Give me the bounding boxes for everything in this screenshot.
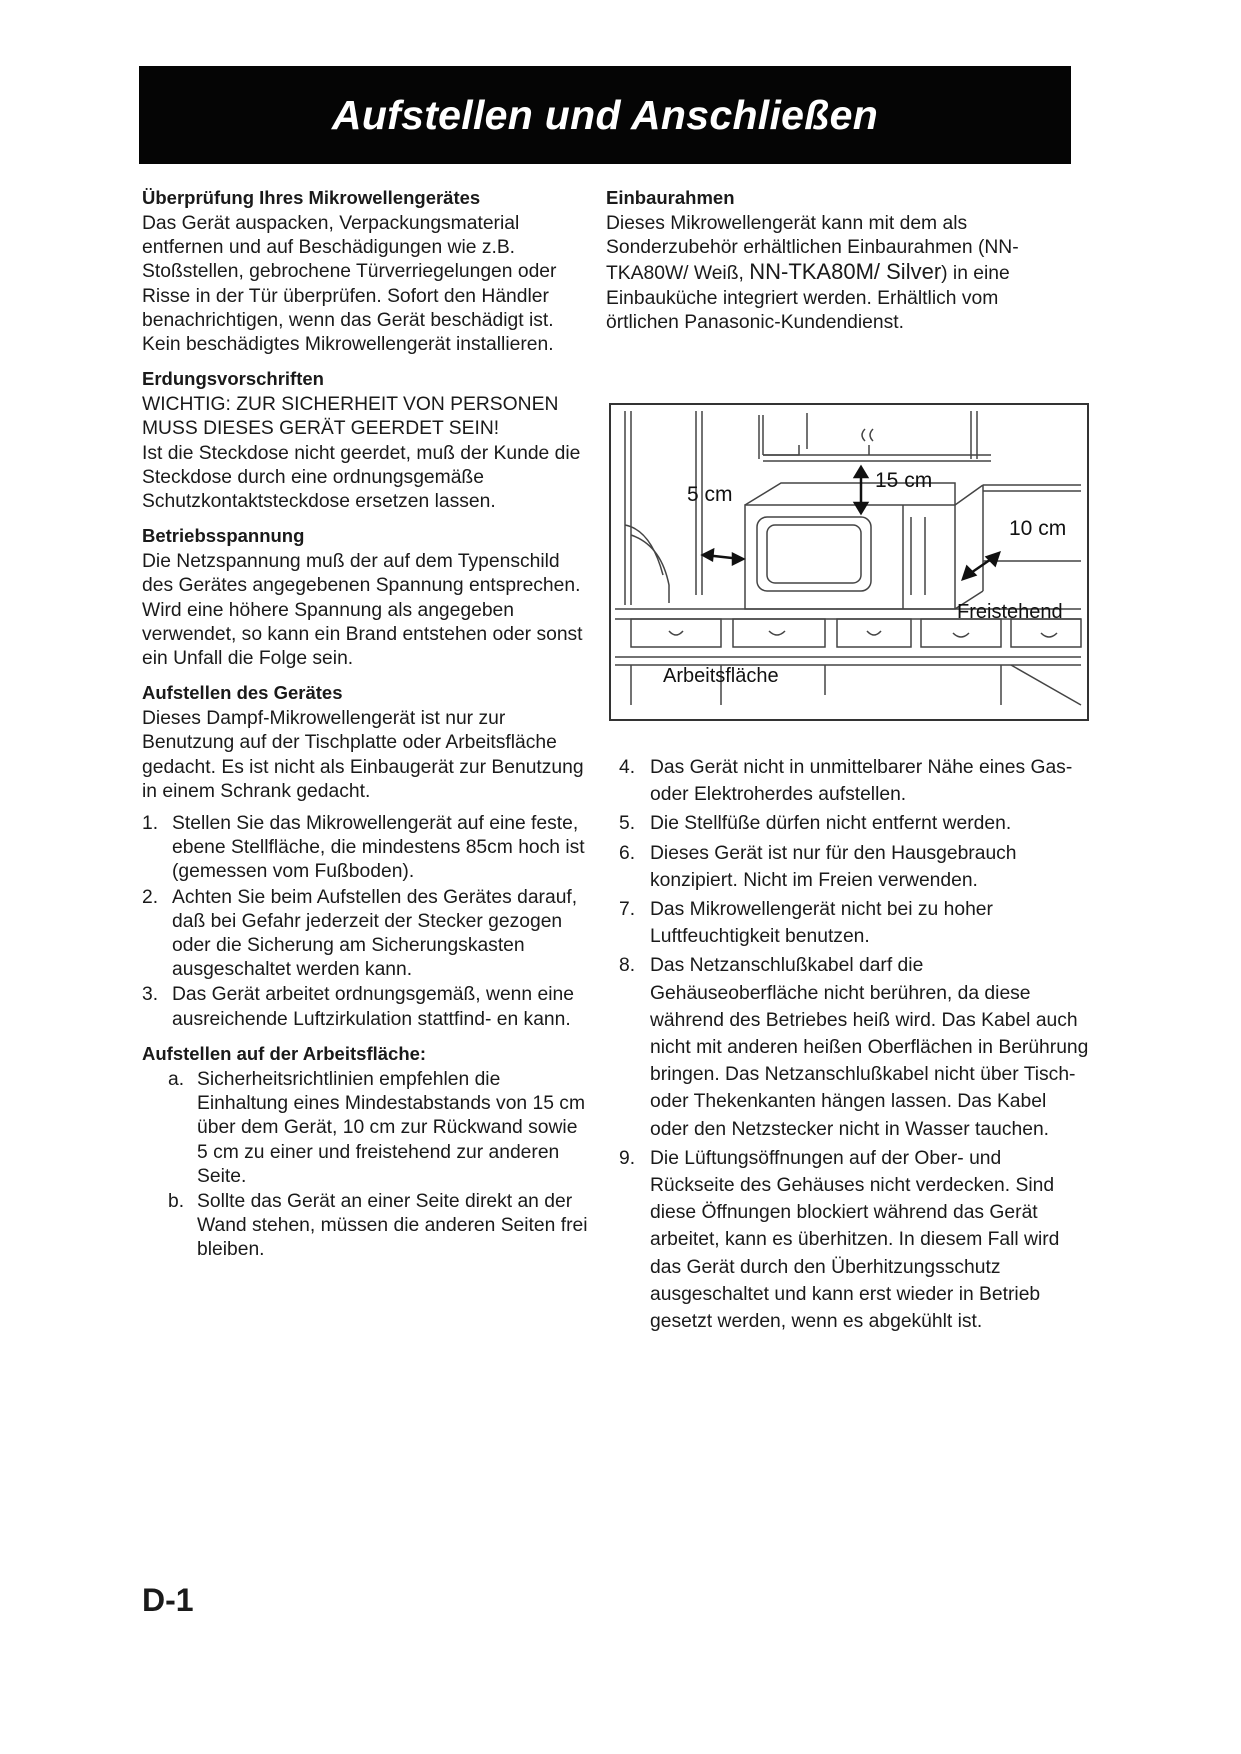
list-number: 2. <box>142 886 159 908</box>
label-side-clearance: 5 cm <box>687 483 733 506</box>
section-heading: Einbaurahmen <box>606 187 735 208</box>
section-grounding <box>142 367 592 514</box>
list-number: 7. <box>619 899 636 921</box>
section-text: Die Netzspannung muß der auf dem Typenschild des Gerätes angegebenen Spannung entsprechen. Wird eine höhere Spannung als angegeben verwendet, so kann ein Brand entstehen oder sonst ein Unfall die Folge sein. <box>142 551 583 670</box>
section-heading: Erdungsvorschriften <box>142 368 324 390</box>
label-back-clearance: 10 cm <box>1009 517 1067 540</box>
list-text: Das Netzanschlußkabel darf die Gehäuseoberfläche nicht berühren, da diese während des Betriebes heiß wird. Das Kabel auch nicht mit anderen heißen Oberflächen in Berührung bringen. Das Netzanschlußkabel nicht über Tisch- oder Thekenkanten hängen lassen. Das Kabel oder den Netzstecker nicht in Wasser tauchen. <box>650 955 1089 1140</box>
label-top-clearance: 15 cm <box>875 469 933 492</box>
warning-text: WICHTIG: ZUR SICHERHEIT VON PERSONEN MUSS DIESES GERÄT GEERDET SEIN! <box>142 394 559 440</box>
list-text: Sicherheitsrichtlinien empfehlen die Einhaltung eines Mindestabstands von 15 cm über dem Gerät, 10 cm zur Rückwand sowie 5 cm zu einer und freistehend zur anderen Seite. <box>197 1068 586 1187</box>
list-text: Das Gerät arbeitet ordnungsgemäß, wenn eine ausreichende Luftzirkulation stattfind- en kann. <box>172 984 574 1030</box>
list-item <box>619 952 1089 1142</box>
section-text: Dieses Dampf-Mikrowellengerät ist nur zur Benutzung auf der Tischplatte oder Arbeitsfläche gedacht. Es ist nicht als Einbaugerät zur Benutzung in einem Schrank gedacht. <box>142 708 584 802</box>
list-item <box>619 840 1089 894</box>
clearance-diagram <box>609 403 1089 721</box>
list-number: 4. <box>619 757 636 778</box>
list-text: Sollte das Gerät an einer Seite direkt an der Wand stehen, müssen die anderen Seiten frei bleiben. <box>197 1190 588 1261</box>
section-heading: Aufstellen des Gerätes <box>142 682 343 704</box>
section-check <box>142 186 592 357</box>
section-worktop <box>142 1042 592 1263</box>
worktop-list <box>168 1068 592 1263</box>
list-item <box>142 812 592 885</box>
frame-model: NN-TKA80M/ Silver <box>749 259 942 285</box>
list-text: Stellen Sie das Mikrowellengerät auf eine feste, ebene Stellfläche, die mindestens 85cm hoch ist (gemessen vom Fußboden). <box>172 813 585 883</box>
list-item <box>168 1190 592 1263</box>
section-frame <box>606 186 1076 335</box>
list-number: 9. <box>619 1147 636 1169</box>
list-item <box>142 886 592 983</box>
list-number: 8. <box>619 955 636 977</box>
list-text: Das Mikrowellengerät nicht bei zu hoher Luftfeuchtigkeit benutzen. <box>650 899 993 948</box>
list-number: 1. <box>142 813 159 835</box>
frame-text-after: ) in eine Einbauküche integriert werden. Erhältlich vom örtlichen Panasonic-Kundendienst. <box>606 263 1010 333</box>
list-number: 3. <box>142 984 159 1006</box>
list-item <box>142 983 592 1031</box>
list-number: 6. <box>619 842 636 864</box>
list-item <box>619 896 1089 950</box>
page-title: Aufstellen und Anschließen <box>139 66 1071 164</box>
list-text: Achten Sie beim Aufstellen des Gerätes darauf, daß bei Gefahr jederzeit der Stecker gezogen oder die Sicherung am Sicherungskasten ausgeschaltet werden kann. <box>172 886 578 981</box>
list-letter: b. <box>168 1190 185 1212</box>
list-text: Das Gerät nicht in unmittelbarer Nähe eines Gas- oder Elektroherdes aufstellen. <box>650 757 1073 806</box>
section-voltage <box>142 524 592 671</box>
list-number: 5. <box>619 813 636 835</box>
right-column <box>606 186 1076 345</box>
list-text: Die Stellfüße dürfen nicht entfernt werden. <box>650 813 1012 835</box>
setup-list <box>142 812 592 1032</box>
section-heading: Betriebsspannung <box>142 525 305 547</box>
instructions-list <box>619 754 1089 1337</box>
frame-text-before: Dieses Mikrowellengerät kann mit dem als Sonderzubehör erhältlichen Einbaurahmen (NN-TKA80W/ Weiß, <box>606 213 1019 285</box>
left-column <box>142 186 592 1273</box>
label-freestanding: Freistehend <box>957 601 1063 623</box>
section-text: Ist die Steckdose nicht geerdet, muß der Kunde die Steckdose durch eine ordnungsgemäße Schutzkontaktsteckdose ersetzen lassen. <box>142 442 581 513</box>
list-item <box>619 810 1089 837</box>
section-setup <box>142 681 592 1032</box>
list-item <box>619 754 1089 808</box>
list-text: Die Lüftungsöffnungen auf der Ober- und Rückseite des Gehäuses nicht verdecken. Sind diese Öffnungen blockiert während das Gerät arbeitet, kann es überhitzen. In diesem Fall wird das Gerät durch den Überhitzungsschutz ausgeschaltet und kann erst wieder in Betrieb gesetzt werden, wenn es abgekühlt ist. <box>650 1147 1060 1333</box>
section-text: Das Gerät auspacken, Verpackungsmaterial entfernen und auf Beschädigungen wie z.B. Stoßstellen, gebrochene Türverriegelungen oder Risse in der Tür überprüfen. Sofort den Händler benachrichtigen, wenn das Gerät beschädigt ist. Kein beschädigtes Mikrowellengerät installieren. <box>142 213 557 356</box>
page-number: D-1 <box>142 1582 194 1618</box>
list-letter: a. <box>168 1068 185 1090</box>
list-text: Dieses Gerät ist nur für den Hausgebrauch konzipiert. Nicht im Freien verwenden. <box>650 842 1017 891</box>
section-heading: Aufstellen auf der Arbeitsfläche: <box>142 1042 427 1064</box>
label-worktop: Arbeitsfläche <box>663 665 779 687</box>
section-text <box>606 212 1076 335</box>
section-heading: Überprüfung Ihres Mikrowellengerätes <box>142 187 481 208</box>
list-item <box>168 1068 592 1189</box>
list-item <box>619 1145 1089 1335</box>
